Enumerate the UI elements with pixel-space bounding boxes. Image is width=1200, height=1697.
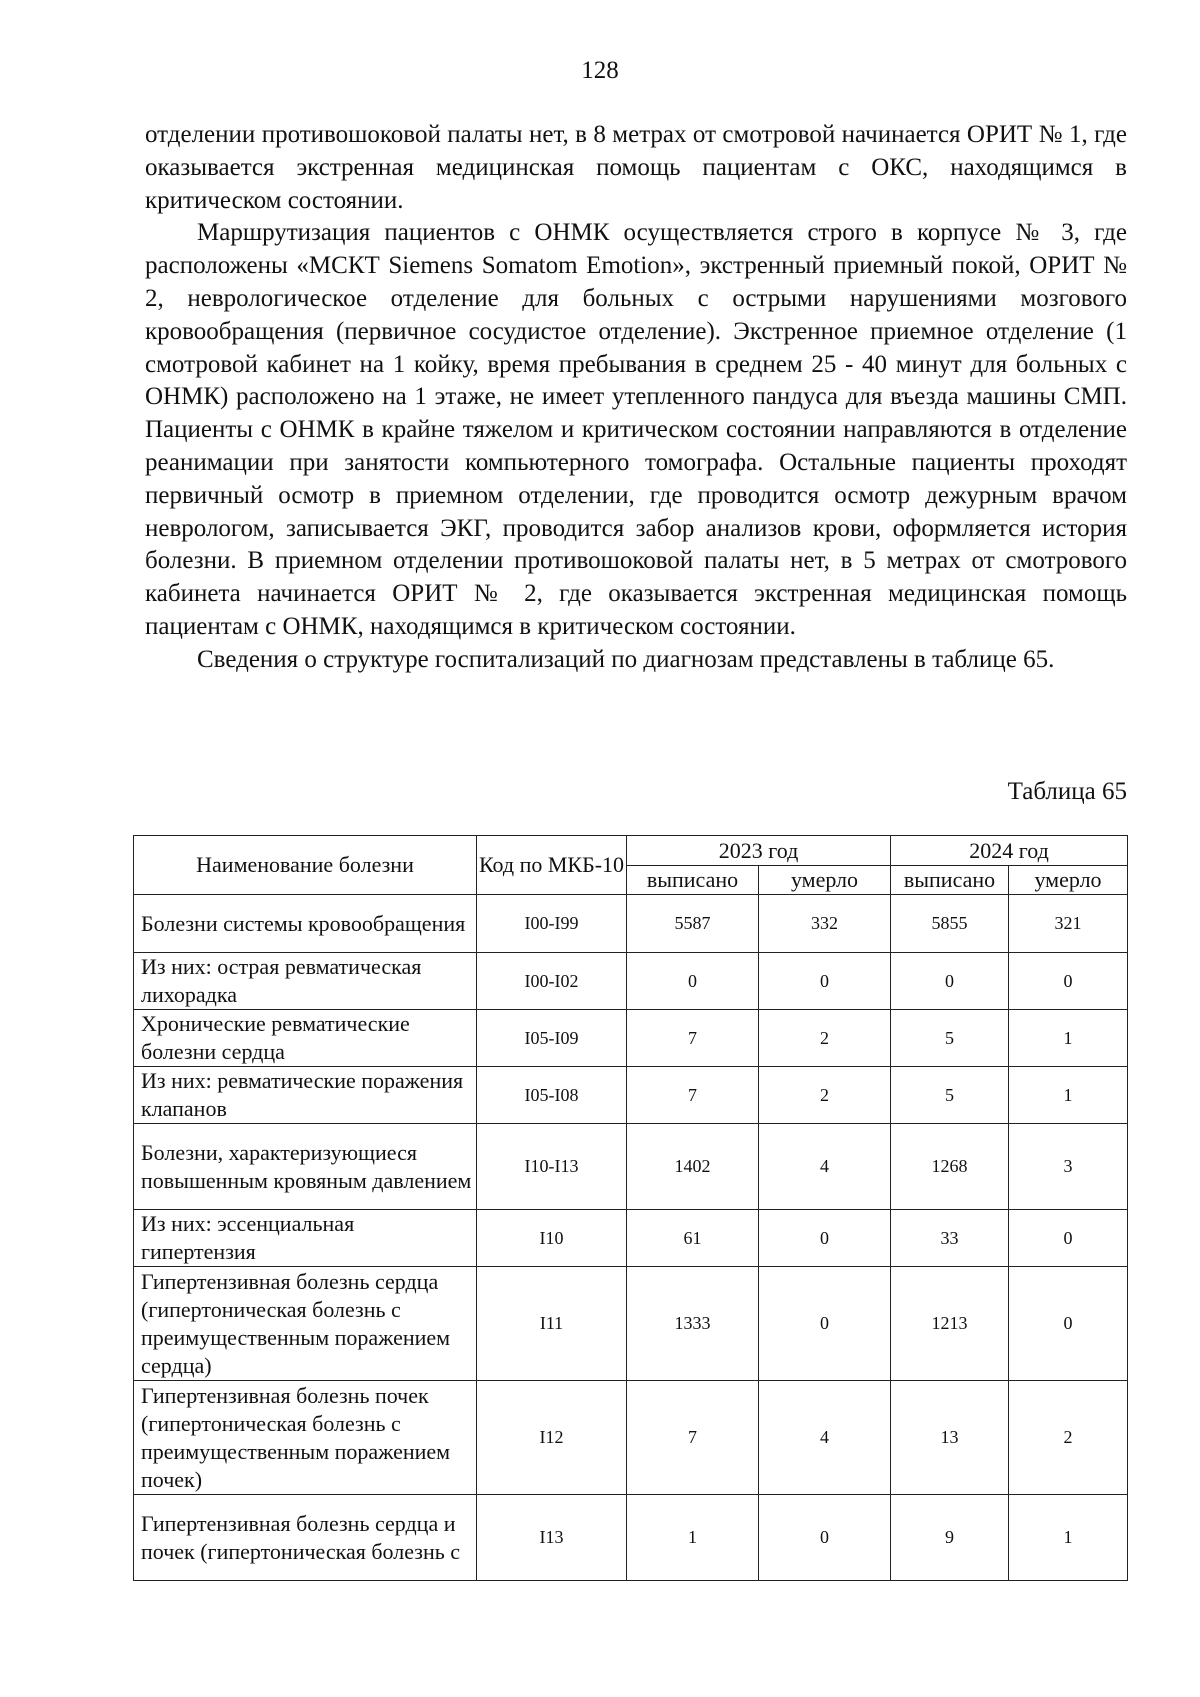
disease-name: Болезни системы кровообращения (134, 895, 477, 953)
icd-code: I13 (477, 1495, 627, 1581)
disease-name: Из них: ревматические поражения клапанов (134, 1067, 477, 1124)
died-2024: 0 (1009, 953, 1128, 1010)
header-year-2023: 2023 год (627, 836, 891, 866)
header-disease-name: Наименование болезни (134, 836, 477, 895)
hospitalization-table (133, 835, 1128, 1581)
paragraph-table-intro: Сведения о структуре госпитализаций по диагнозам представлены в таблице 65. (197, 645, 1055, 673)
died-2024: 0 (1009, 1210, 1128, 1267)
discharged-2024: 13 (891, 1381, 1009, 1495)
discharged-2023: 61 (627, 1210, 759, 1267)
icd-code: I12 (477, 1381, 627, 1495)
discharged-2024: 1213 (891, 1267, 1009, 1381)
icd-code: I11 (477, 1267, 627, 1381)
icd-code: I10-I13 (477, 1124, 627, 1210)
discharged-2023: 1402 (627, 1124, 759, 1210)
died-2023: 0 (759, 1495, 891, 1581)
discharged-2024: 0 (891, 953, 1009, 1010)
header-2024-discharged: выписано (891, 866, 1009, 895)
icd-code: I00-I02 (477, 953, 627, 1010)
paragraph-continuation: отделении противошоковой палаты нет, в 8 метрах от смотровой начинается ОРИТ № 1, где оказывается экстренная медицинская помощь пациентам с ОКС, находящимся в критическом состоянии. (145, 121, 1127, 214)
died-2023: 4 (759, 1381, 891, 1495)
discharged-2023: 7 (627, 1010, 759, 1067)
died-2023: 2 (759, 1067, 891, 1124)
discharged-2024: 5 (891, 1010, 1009, 1067)
died-2023: 332 (759, 895, 891, 953)
disease-name: Хронические ревматические болезни сердца (134, 1010, 477, 1067)
died-2023: 4 (759, 1124, 891, 1210)
discharged-2023: 0 (627, 953, 759, 1010)
disease-name: Гипертензивная болезнь сердца и почек (гипертоническая болезнь с (134, 1495, 477, 1581)
table-row (134, 895, 1128, 953)
table-row (134, 1267, 1128, 1381)
header-2023-died: умерло (759, 866, 891, 895)
disease-name: Гипертензивная болезнь сердца (гипертоническая болезнь с преимущественным поражением сердца) (134, 1267, 477, 1381)
discharged-2023: 5587 (627, 895, 759, 953)
discharged-2024: 1268 (891, 1124, 1009, 1210)
disease-name: Из них: острая ревматическая лихорадка (134, 953, 477, 1010)
disease-name: Болезни, характеризующиеся повышенным кровяным давлением (134, 1124, 477, 1210)
table-caption: Таблица 65 (1007, 778, 1127, 805)
paragraph-routing: Маршрутизация пациентов с ОНМК осуществляется строго в корпусе № 3, где расположены «МСКТ Siemens Somatom Emotion», экстренный приемный покой, ОРИТ № 2, неврологическое отделение для больных с острыми нарушениями мозгового кровообращения (первичное сосудистое отделение). Экстренное приемное отделение (1 смотровой кабинет на 1 койку, время пребывания в среднем 25 - 40 минут для больных с ОНМК) расположено на 1 этаже, не имеет утепленного пандуса для въезда машины СМП. Пациенты с ОНМК в крайне тяжелом и критическом состоянии направляются в отделение реанимации при занятости компьютерного томографа. Остальные пациенты проходят первичный осмотр в приемном отделении, где проводится осмотр дежурным врачом неврологом, записывается ЭКГ, проводится забор анализов крови, оформляется история болезни. В приемном отделении противошоковой палаты нет, в 5 метрах от смотрового кабинета начинается ОРИТ № 2, где оказывается экстренная медицинская помощь пациентам с ОНМК, находящимся в критическом состоянии. (145, 219, 1127, 640)
page-number: 128 (581, 57, 619, 84)
died-2024: 3 (1009, 1124, 1128, 1210)
died-2024: 321 (1009, 895, 1128, 953)
died-2024: 1 (1009, 1067, 1128, 1124)
discharged-2023: 7 (627, 1067, 759, 1124)
header-2023-discharged: выписано (627, 866, 759, 895)
died-2023: 0 (759, 1210, 891, 1267)
table-row (134, 1010, 1128, 1067)
table-row (134, 1210, 1128, 1267)
table-row (134, 1124, 1128, 1210)
died-2023: 0 (759, 953, 891, 1010)
discharged-2023: 7 (627, 1381, 759, 1495)
table-row (134, 1381, 1128, 1495)
icd-code: I00-I99 (477, 895, 627, 953)
table-row (134, 1067, 1128, 1124)
died-2023: 2 (759, 1010, 891, 1067)
discharged-2024: 9 (891, 1495, 1009, 1581)
disease-name: Гипертензивная болезнь почек (гипертоническая болезнь с преимущественным поражением почек) (134, 1381, 477, 1495)
icd-code: I05-I08 (477, 1067, 627, 1124)
table-row (134, 953, 1128, 1010)
discharged-2024: 5 (891, 1067, 1009, 1124)
header-year-2024: 2024 год (891, 836, 1128, 866)
died-2024: 1 (1009, 1010, 1128, 1067)
icd-code: I10 (477, 1210, 627, 1267)
discharged-2023: 1 (627, 1495, 759, 1581)
body-text (145, 119, 1127, 677)
died-2023: 0 (759, 1267, 891, 1381)
discharged-2023: 1333 (627, 1267, 759, 1381)
discharged-2024: 5855 (891, 895, 1009, 953)
table-row (134, 1495, 1128, 1581)
header-icd-code: Код по МКБ-10 (477, 836, 627, 895)
header-2024-died: умерло (1009, 866, 1128, 895)
died-2024: 1 (1009, 1495, 1128, 1581)
disease-name: Из них: эссенциальная гипертензия (134, 1210, 477, 1267)
discharged-2024: 33 (891, 1210, 1009, 1267)
icd-code: I05-I09 (477, 1010, 627, 1067)
died-2024: 2 (1009, 1381, 1128, 1495)
died-2024: 0 (1009, 1267, 1128, 1381)
